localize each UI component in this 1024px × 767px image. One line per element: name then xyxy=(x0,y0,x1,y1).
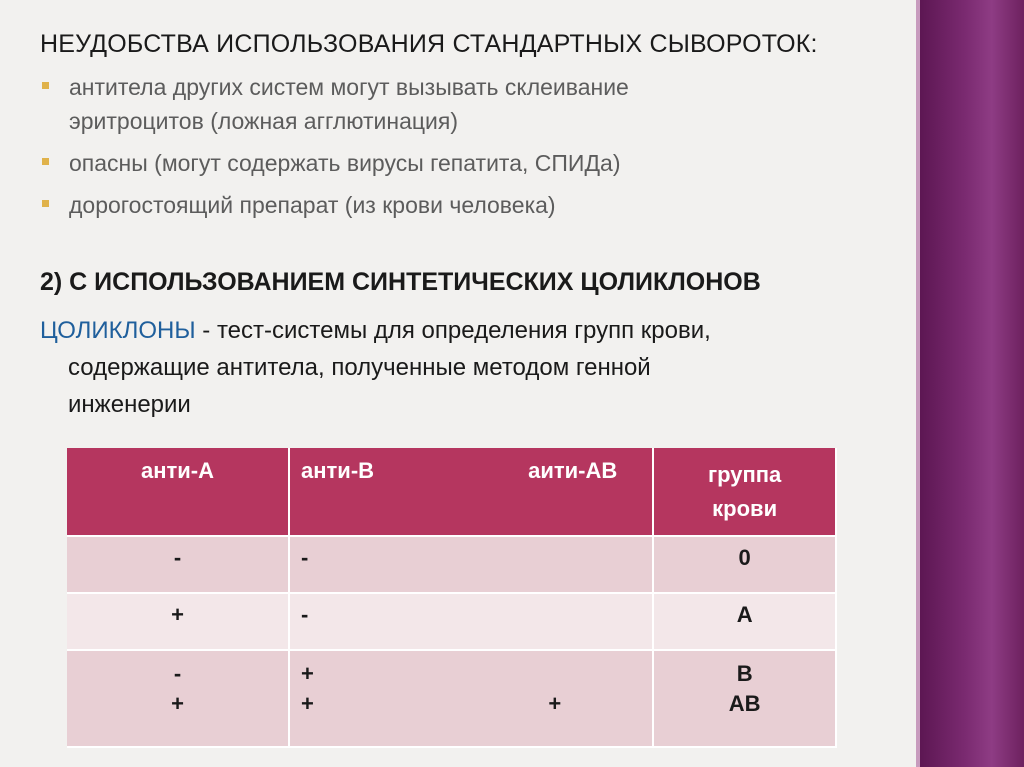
cell-anti-b-value: + xyxy=(301,691,314,716)
cell-anti-b-value: - xyxy=(301,545,309,570)
cell-anti-a xyxy=(67,650,289,747)
bullet-marker-icon xyxy=(42,158,49,165)
section-heading: 2) С ИСПОЛЬЗОВАНИЕМ СИНТЕТИЧЕСКИХ ЦОЛИКЛОНОВ xyxy=(40,268,761,296)
cell-anti-ab-value: + xyxy=(548,691,562,716)
cell-anti-a-value: + xyxy=(171,691,184,716)
cell-group: 0 xyxy=(653,536,836,593)
cell-anti-b-value: - xyxy=(301,602,309,627)
table-row xyxy=(67,650,836,747)
header-anti-a: анти-А xyxy=(67,448,289,536)
cell-anti-a-value: - xyxy=(173,661,182,686)
cell-anti-a: - xyxy=(67,536,289,593)
cell-anti-b-value: + xyxy=(301,661,314,686)
definition-text xyxy=(40,312,890,423)
definition-line-3: инженерии xyxy=(68,391,191,418)
cell-group xyxy=(653,650,836,747)
definition-line-2: содержащие антитела, полученные методом генной xyxy=(68,354,651,381)
cell-anti-a: + xyxy=(67,593,289,650)
bullet-item xyxy=(42,70,902,138)
cell-anti-b xyxy=(289,593,653,650)
bullet-list xyxy=(42,70,902,230)
bullet-item xyxy=(42,146,902,180)
table-row xyxy=(67,536,836,593)
bullet-text: дорогостоящий препарат (из крови человека) xyxy=(69,192,556,218)
header-anti-ab: аити-АВ xyxy=(528,458,618,483)
header-anti-b-ab xyxy=(289,448,653,536)
bullet-text: антитела других систем могут вызывать склеивание xyxy=(69,74,629,100)
cell-group: А xyxy=(653,593,836,650)
header-anti-b: анти-В xyxy=(301,458,375,483)
cell-anti-b xyxy=(289,650,653,747)
decorative-side-band xyxy=(916,0,1024,767)
cell-group-value: АВ xyxy=(728,691,761,716)
bullet-text-continuation: эритроцитов (ложная агглютинация) xyxy=(69,108,459,134)
bullet-marker-icon xyxy=(42,200,49,207)
cell-group-value: В xyxy=(736,661,753,686)
bullet-text: опасны (могут содержать вирусы гепатита, СПИДа) xyxy=(69,150,621,176)
header-blood-group xyxy=(653,448,836,536)
blood-group-table xyxy=(67,448,837,748)
bullet-marker-icon xyxy=(42,82,49,89)
slide-heading: НЕУДОБСТВА ИСПОЛЬЗОВАНИЯ СТАНДАРТНЫХ СЫВОРОТОК: xyxy=(40,30,818,58)
definition-term: ЦОЛИКЛОНЫ xyxy=(40,317,196,344)
cell-anti-b xyxy=(289,536,653,593)
table-header-row xyxy=(67,448,836,536)
header-blood-group-label: группа крови xyxy=(707,462,782,521)
table-row xyxy=(67,593,836,650)
definition-line-1: - тест-системы для определения групп крови, xyxy=(195,317,711,344)
bullet-item xyxy=(42,188,902,222)
